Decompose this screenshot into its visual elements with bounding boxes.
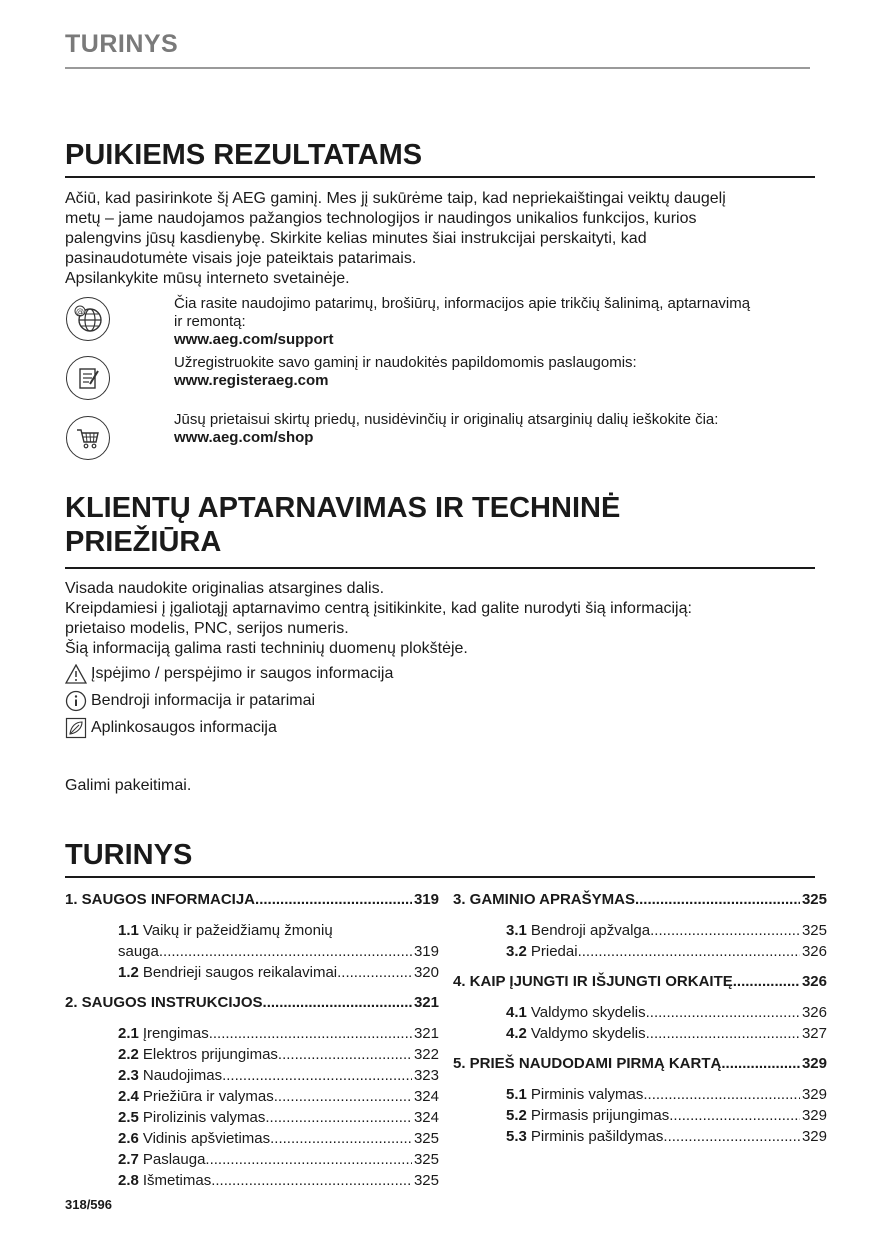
general-text: Bendroji informacija ir patarimai: [91, 692, 316, 709]
toc-subentry[interactable]: [118, 1149, 439, 1170]
toc-leader: [205, 1149, 412, 1170]
toc-leader: [650, 920, 800, 941]
toc-subentry-number: 2.2: [118, 1046, 139, 1063]
toc-subentry-label: Vidinis apšvietimas: [142, 1130, 271, 1147]
toc-leader: [721, 1053, 800, 1074]
toc-leader: [643, 1084, 800, 1105]
toc-subentry-label: Naudojimas: [142, 1067, 223, 1084]
support-text: Čia rasite naudojimo patarimų, brošiūrų, informacijos apie trikčių šalinimą, aptarnavimą: [174, 295, 751, 312]
toc-subentry[interactable]: [118, 1023, 439, 1044]
toc-subentry[interactable]: [118, 1128, 439, 1149]
toc-subentry-label: Paslauga: [142, 1151, 206, 1168]
toc-subentry[interactable]: [506, 920, 827, 941]
shop-text: Jūsų prietaisui skirtų priedų, nusidėvinčių ir originalių atsarginių dalių ieškokite čia:: [174, 411, 719, 428]
toc-entry-page: 325: [801, 891, 827, 908]
toc-subentry-label: Pirminis pašildymas: [530, 1128, 664, 1145]
toc-subentry[interactable]: [118, 1107, 439, 1128]
support-info: [174, 295, 824, 349]
toc-subentry-page: 329: [801, 1128, 827, 1145]
toc-subentry-page: 326: [801, 943, 827, 960]
toc-entry[interactable]: [453, 889, 827, 910]
info-icon: [65, 690, 87, 712]
toc-subentry-number: 1.2: [118, 964, 139, 981]
toc-subentry[interactable]: [506, 1126, 827, 1147]
toc-subentry-label: Elektros prijungimas: [142, 1046, 278, 1063]
results-line: Ačiū, kad pasirinkote šį AEG gaminį. Mes jį sukūrėme taip, kad nepriekaištingai veiktų daugelį: [65, 190, 726, 207]
toc-leader: [159, 941, 412, 962]
leaf-icon: [65, 717, 87, 739]
register-text: Užregistruokite savo gaminį ir naudokitės papildomomis paslaugomis:: [174, 354, 637, 371]
toc-leader: [211, 1170, 412, 1191]
toc-subentry-label: Pirmasis prijungimas: [530, 1107, 670, 1124]
results-intro: [65, 189, 815, 289]
toc-leader: [635, 889, 800, 910]
header-title: TURINYS: [65, 30, 179, 58]
service-heading-line: PRIEŽIŪRA: [65, 526, 222, 558]
shop-info: [174, 411, 824, 447]
toc-subentry-continued[interactable]: [118, 941, 439, 962]
toc-subentry-page: 325: [413, 1151, 439, 1168]
toc-subentry-label: Išmetimas: [142, 1172, 212, 1189]
support-text: ir remontą:: [174, 313, 246, 330]
toc-subentry[interactable]: [506, 1105, 827, 1126]
service-heading-line: KLIENTŲ APTARNAVIMAS IR TECHNINĖ: [65, 492, 621, 524]
toc-subentry-number: 2.7: [118, 1151, 139, 1168]
results-line: Apsilankykite mūsų interneto svetainėje.: [65, 270, 350, 287]
toc-entry-page: 329: [801, 1055, 827, 1072]
support-link[interactable]: www.aeg.com/support: [174, 331, 334, 348]
service-heading: [65, 491, 620, 559]
toc-subentry-page: 326: [801, 1004, 827, 1021]
toc-entry-label: 4. KAIP ĮJUNGTI IR IŠJUNGTI ORKAITĘ: [453, 973, 733, 990]
changes-note: Galimi pakeitimai.: [65, 777, 192, 794]
toc-entry[interactable]: [453, 971, 827, 992]
toc-divider: [65, 876, 815, 878]
toc-leader: [669, 1105, 800, 1126]
toc-subentry[interactable]: [118, 1170, 439, 1191]
toc-leader: [222, 1065, 412, 1086]
toc-subentry[interactable]: [506, 941, 827, 962]
warning-legend: [65, 663, 393, 685]
toc-left-column: [65, 889, 439, 1191]
toc-subentry-page: 329: [801, 1107, 827, 1124]
toc-subentry-page: 321: [413, 1025, 439, 1042]
toc-entry[interactable]: [65, 889, 439, 910]
toc-leader: [646, 1023, 800, 1044]
toc-subentry-label: Bendrieji saugos reikalavimai: [142, 964, 338, 981]
toc-subentry-label: Priežiūra ir valymas: [142, 1088, 274, 1105]
toc-subentry[interactable]: [506, 1084, 827, 1105]
toc-leader: [263, 992, 412, 1013]
toc-entry-label: 5. PRIEŠ NAUDODAMI PIRMĄ KARTĄ: [453, 1055, 722, 1072]
toc-subentry-page: 324: [413, 1109, 439, 1126]
shop-link[interactable]: www.aeg.com/shop: [174, 429, 314, 446]
toc-subentry-label: Vaikų ir pažeidžiamų žmonių: [142, 922, 333, 939]
toc-subentry[interactable]: [118, 920, 439, 941]
toc-leader: [255, 889, 412, 910]
toc-right-column: [453, 889, 827, 1147]
results-line: pasinaudotumėte visais joje pateiktais patarimais.: [65, 250, 417, 267]
toc-subentry-number: 5.3: [506, 1128, 527, 1145]
toc-subentry-number: 2.8: [118, 1172, 139, 1189]
toc-leader: [278, 1044, 412, 1065]
toc-leader: [265, 1107, 412, 1128]
toc-subentry-page: 324: [413, 1088, 439, 1105]
toc-subentry-page: 323: [413, 1067, 439, 1084]
toc-subentry-label: Priedai: [530, 943, 578, 960]
toc-subentry-number: 2.5: [118, 1109, 139, 1126]
svg-text:@: @: [76, 307, 84, 316]
toc-subentry[interactable]: [506, 1023, 827, 1044]
toc-subentry-page: 327: [801, 1025, 827, 1042]
toc-subentry-number: 3.1: [506, 922, 527, 939]
toc-subentry-number: 2.4: [118, 1088, 139, 1105]
toc-subentry-number: 1.1: [118, 922, 139, 939]
toc-subentry-label: sauga: [118, 943, 159, 960]
toc-subentry-label: Valdymo skydelis: [530, 1004, 646, 1021]
register-link[interactable]: www.registeraeg.com: [174, 372, 329, 389]
toc-subentry[interactable]: [506, 1002, 827, 1023]
toc-leader: [663, 1126, 800, 1147]
toc-subentry[interactable]: [118, 962, 439, 983]
toc-subentry-page: 329: [801, 1086, 827, 1103]
toc-entry-label: 3. GAMINIO APRAŠYMAS: [453, 891, 635, 908]
toc-entry-page: 321: [413, 994, 439, 1011]
registration-form-icon: [66, 356, 110, 400]
register-info: [174, 354, 824, 390]
header-divider: [65, 67, 810, 69]
toc-subentry-label: Valdymo skydelis: [530, 1025, 646, 1042]
toc-entry-page: 326: [801, 973, 827, 990]
toc-entry-label: 2. SAUGOS INSTRUKCIJOS: [65, 994, 263, 1011]
toc-subentry-page: 322: [413, 1046, 439, 1063]
service-line: Visada naudokite originalias atsargines dalis.: [65, 580, 385, 597]
toc-subentry[interactable]: [118, 1044, 439, 1065]
toc-heading: TURINYS: [65, 839, 193, 871]
toc-subentry-number: 2.6: [118, 1130, 139, 1147]
toc-subentry-page: 325: [801, 922, 827, 939]
toc-subentry-label: Bendroji apžvalga: [530, 922, 651, 939]
toc-entry[interactable]: [453, 1053, 827, 1074]
page-number: 318/596: [65, 1197, 112, 1212]
results-line: palengvins jūsų kasdienybę. Skirkite kelias minutes šiai instrukcijai perskaityti, kad: [65, 230, 647, 247]
general-legend: [65, 690, 315, 712]
toc-subentry-number: 2.1: [118, 1025, 139, 1042]
results-line: metų – jame naudojamos pažangios technologijos ir naudingos unikalios funkcijos, kurios: [65, 210, 697, 227]
warning-text: Įspėjimo / perspėjimo ir saugos informacija: [91, 665, 394, 682]
service-line: Šią informaciją galima rasti techninių duomenų plokštėje.: [65, 640, 468, 657]
results-heading: PUIKIEMS REZULTATAMS: [65, 139, 423, 171]
toc-leader: [274, 1086, 412, 1107]
toc-leader: [337, 962, 412, 983]
service-line: Kreipdamiesi į įgaliotąjį aptarnavimo centrą įsitikinkite, kad galite nurodyti šią informaciją:: [65, 600, 692, 617]
toc-leader: [733, 971, 800, 992]
toc-subentry-number: 2.3: [118, 1067, 139, 1084]
toc-entry-label: 1. SAUGOS INFORMACIJA: [65, 891, 256, 908]
service-divider: [65, 567, 815, 569]
toc-leader: [209, 1023, 412, 1044]
toc-subentry[interactable]: [118, 1065, 439, 1086]
toc-leader: [646, 1002, 800, 1023]
toc-subentry-page: 325: [413, 1130, 439, 1147]
toc-subentry-page: 320: [413, 964, 439, 981]
service-line: prietaiso modelis, PNC, serijos numeris.: [65, 620, 349, 637]
toc-subentry-number: 3.2: [506, 943, 527, 960]
results-divider: [65, 176, 815, 178]
toc-leader: [270, 1128, 412, 1149]
toc-subentry-label: Pirminis valymas: [530, 1086, 644, 1103]
toc-subentry[interactable]: [118, 1086, 439, 1107]
warning-triangle-icon: [65, 663, 87, 685]
environment-legend: [65, 717, 277, 739]
toc-subentry-number: 4.2: [506, 1025, 527, 1042]
toc-subentry-number: 5.1: [506, 1086, 527, 1103]
globe-icon: [66, 297, 110, 341]
toc-subentry-label: Įrengimas: [142, 1025, 209, 1042]
toc-subentry-page: 325: [413, 1172, 439, 1189]
environment-text: Aplinkosaugos informacija: [91, 719, 277, 736]
toc-entry-page: 319: [413, 891, 439, 908]
service-text: [65, 579, 815, 659]
toc-subentry-label: Pirolizinis valymas: [142, 1109, 266, 1126]
toc-subentry-number: 5.2: [506, 1107, 527, 1124]
toc-leader: [578, 941, 800, 962]
shopping-cart-icon: [66, 416, 110, 460]
toc-subentry-page: 319: [413, 943, 439, 960]
toc-subentry-number: 4.1: [506, 1004, 527, 1021]
toc-entry[interactable]: [65, 992, 439, 1013]
